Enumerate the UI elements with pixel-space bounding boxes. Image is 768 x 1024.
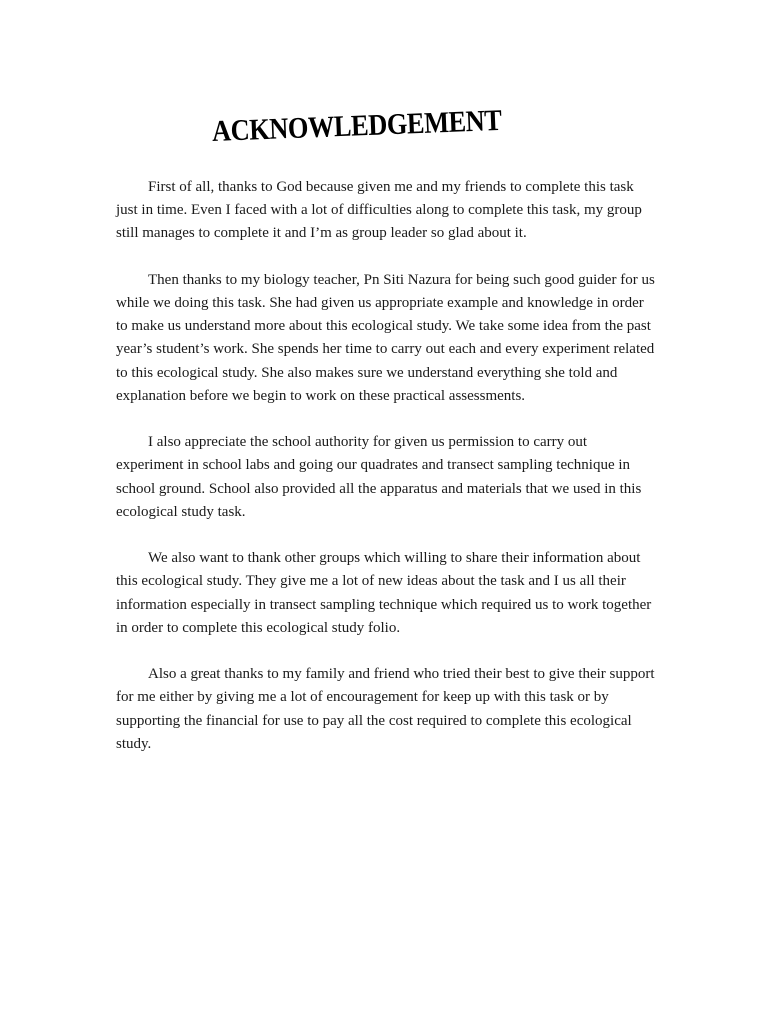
paragraph-3: I also appreciate the school authority for given us permission to carry out experiment in school labs and going our quadrates and transect sampling technique in school ground. School also provided all the apparatus and materials that we used in this ecological study task. xyxy=(116,434,642,520)
paragraph-2: Then thanks to my biology teacher, Pn Siti Nazura for being such good guider for us while we doing this task. She had given us appropriate example and knowledge in order to make us understand more about this ecological study. We take some idea from the past year’s student’s work. She spends her time to carry out each and every experiment related to this ecological study. She also makes sure we understand everything she told and explanation before we begin to work on these practical assessments. xyxy=(116,271,655,404)
page-title: ACKNOWLEDGEMENT xyxy=(211,103,503,148)
document-body xyxy=(116,176,656,779)
paragraph-4: We also want to thank other groups which willing to share their information about this ecological study. They give me a lot of new ideas about the task and I us all their information especially in transect sampling technique which required us to work together in order to complete this ecological study folio. xyxy=(116,550,652,636)
paragraph-1: First of all, thanks to God because given me and my friends to complete this task just in time. Even I faced with a lot of difficulties along to complete this task, my group still manages to complete it and I’m as group leader so glad about it. xyxy=(116,179,642,242)
paragraph-5: Also a great thanks to my family and friend who tried their best to give their support for me either by giving me a lot of encouragement for keep up with this task or by supporting the financial for use to pay all the cost required to complete this ecological study. xyxy=(116,666,655,752)
